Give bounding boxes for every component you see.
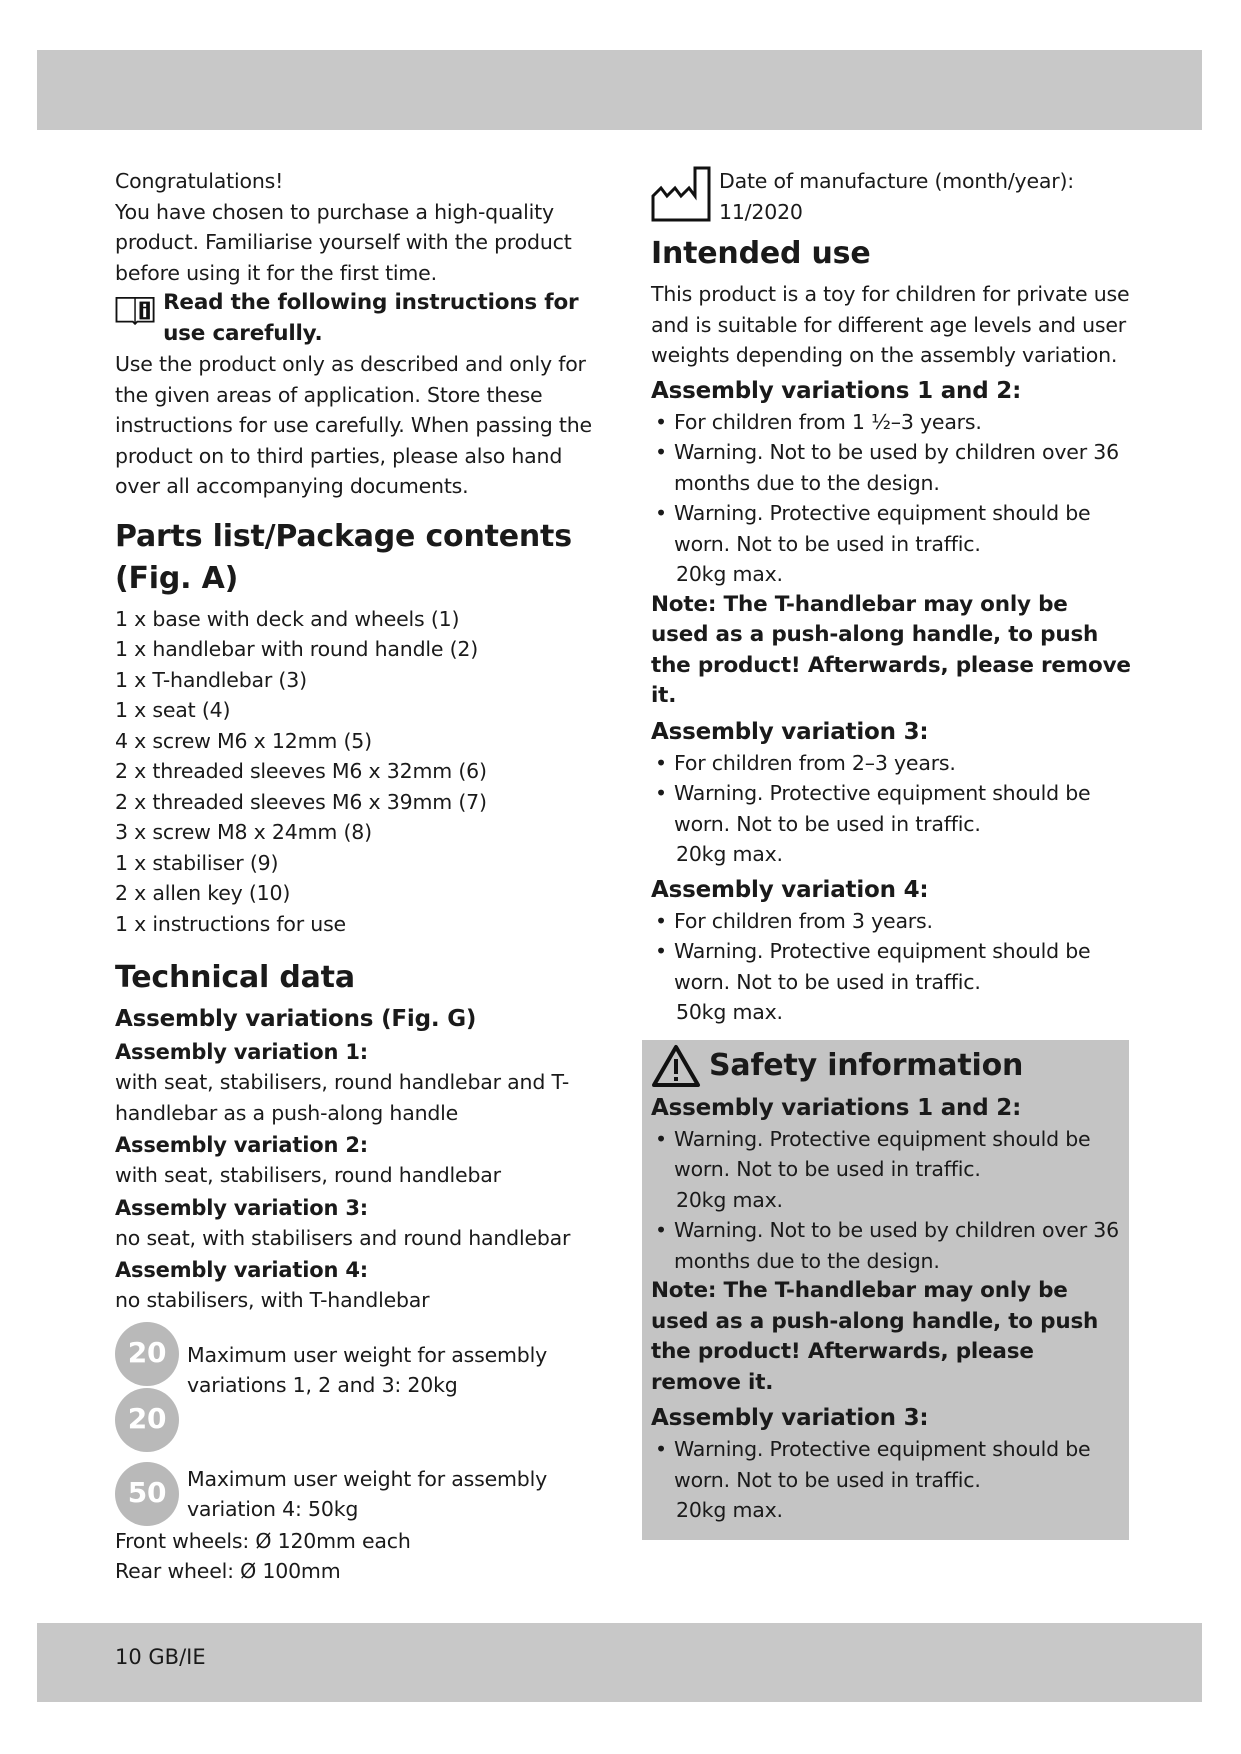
safety-list [651,1434,1120,1495]
max-weight: 20kg max. [676,842,783,866]
max-weight: 20kg max. [676,1498,783,1522]
weight-50kg-icon: 50 [115,1462,179,1526]
safety-title: Safety information [709,1047,1024,1083]
intended-text: This product is a toy for children for private use and is suitable for different age levels and user weights depending on the assembly variation. [651,282,1130,367]
warning-icon [651,1044,701,1088]
bullet: • For children from 1 ½–3 years. [651,407,1131,438]
variation-text: with seat, stabilisers, round handlebar and T-handlebar as a push-along handle [115,1070,570,1125]
v12-heading: Assembly variations 1 and 2: [651,377,1022,404]
congrats: Congratulations! [115,169,284,193]
part-item: 4 x screw M6 x 12mm (5) [115,728,372,753]
bullet: • Warning. Protective equipment should be worn. Not to be used in traffic. [651,498,1131,559]
part-item: 3 x screw M8 x 24mm (8) [115,820,372,844]
right-column [651,166,1131,1540]
parts-list [115,604,595,940]
tech-title: Technical data [115,960,355,995]
parts-title: Parts list/Package contents (Fig. A) [115,518,572,596]
footer-bar [37,1623,1202,1702]
variation-text: no stabilisers, with T-handlebar [115,1288,430,1312]
rear-wheel: Rear wheel: Ø 100mm [115,1559,341,1583]
max-weight: 20kg max. [676,1187,783,1212]
weight-row-20 [115,1322,595,1452]
variation-heading: Assembly variation 3: [115,1195,368,1220]
read-note-text: Read the following instructions for use carefully. [163,290,579,346]
intended-title: Intended use [651,236,871,271]
variation-heading: Assembly variation 2: [115,1133,368,1157]
bullet: • Warning. Not to be used by children over 36 months due to the design. [651,1215,1120,1276]
weight-50-text: Maximum user weight for assembly variation 4: 50kg [187,1466,548,1521]
safety-note: Note: The T-handlebar may only be used as a push-along handle, to push the product! Afterwards, please remove it. [651,1278,1099,1395]
intro-body: Use the product only as described and only for the given areas of application. Store these instructions for use carefully. When passing the product on to third parties, please also hand over all accompanying documents. [115,352,592,498]
t-handlebar-note: Note: The T-handlebar may only be used as a push-along handle, to push the product! Afterwards, please remove it. [651,591,1131,708]
weight-20kg-icon: 20 [115,1322,179,1386]
v3-heading: Assembly variation 3: [651,718,929,745]
manufacture-date [651,166,1131,227]
part-item: 1 x base with deck and wheels (1) [115,606,460,631]
bullet: • For children from 3 years. [651,906,1131,937]
bullet: • Warning. Protective equipment should be worn. Not to be used in traffic. [651,936,1131,997]
tech-subtitle: Assembly variations (Fig. G) [115,1006,477,1032]
v4-list [651,906,1131,998]
read-note [115,288,595,349]
front-wheels: Front wheels: Ø 120mm each [115,1528,411,1553]
bullet: • For children from 2–3 years. [651,748,1131,779]
max-weight: 20kg max. [676,562,783,586]
bullet: • Warning. Protective equipment should be worn. Not to be used in traffic. [651,778,1131,839]
safety-list [651,1215,1120,1276]
variation-text: with seat, stabilisers, round handlebar [115,1163,501,1187]
intro-text: You have chosen to purchase a high-quality product. Familiarise yourself with the product before using it for the first time. [115,199,572,285]
part-item: 2 x allen key (10) [115,881,291,905]
part-item: 1 x instructions for use [115,911,346,936]
v12-list [651,407,1131,560]
safety-v3-heading: Assembly variation 3: [651,1405,929,1431]
left-column [115,166,595,1587]
variation-text: no seat, with stabilisers and round handlebar [115,1225,571,1250]
header-bar [37,50,1202,130]
manufacture-label: Date of manufacture (month/year): [719,169,1074,193]
max-weight: 50kg max. [676,1000,783,1024]
part-item: 1 x stabiliser (9) [115,850,279,875]
v4-heading: Assembly variation 4: [651,876,929,903]
part-item: 1 x T-handlebar (3) [115,667,307,692]
book-info-icon [115,288,155,330]
weight-20kg-icon: 20 [115,1388,179,1452]
part-item: 1 x handlebar with round handle (2) [115,637,479,661]
bullet: • Warning. Protective equipment should be worn. Not to be used in traffic. [651,1434,1120,1495]
bullet: • Warning. Protective equipment should be worn. Not to be used in traffic. [651,1124,1120,1185]
variation-heading: Assembly variation 4: [115,1258,368,1282]
v3-list [651,748,1131,840]
factory-icon [651,166,711,222]
safety-list [651,1124,1120,1185]
weight-20-text: Maximum user weight for assembly variations 1, 2 and 3: 20kg [187,1342,548,1397]
safety-header [651,1044,1120,1088]
manufacture-value: 11/2020 [719,199,803,224]
bullet: • Warning. Not to be used by children over 36 months due to the design. [651,437,1131,498]
part-item: 1 x seat (4) [115,698,231,722]
part-item: 2 x threaded sleeves M6 x 39mm (7) [115,789,487,814]
variation-heading: Assembly variation 1: [115,1040,368,1064]
safety-v12-heading: Assembly variations 1 and 2: [651,1094,1022,1121]
part-item: 2 x threaded sleeves M6 x 32mm (6) [115,759,487,783]
page-number: 10 GB/IE [115,1645,206,1669]
weight-row-50 [115,1462,595,1526]
safety-box [642,1040,1129,1540]
